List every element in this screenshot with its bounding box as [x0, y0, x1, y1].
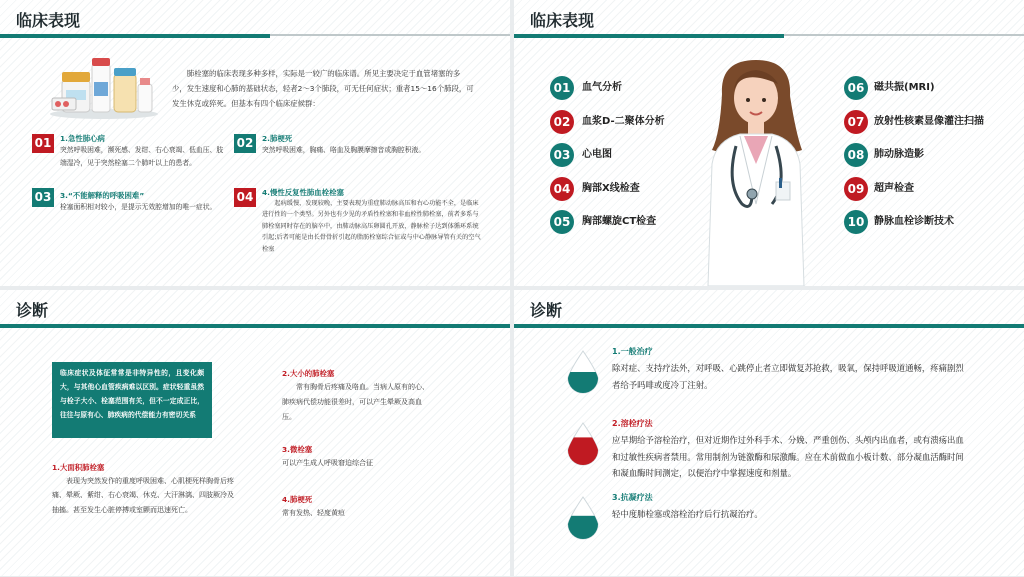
- exam-item-label: 胸部螺旋CT检查: [582, 216, 657, 227]
- page-title: 诊断: [530, 301, 563, 320]
- symptom-text-4: 起病缓慢，发现较晚，主要表现为重症肺动脉高压和右心功能不全，是临床进行性的一个类型。另外也有少见的矛盾性栓塞和非血栓性肺栓塞，前者多系与肺栓塞同时存在的脑卒中，由肺动脉高压卵圆孔开放，静脉栓子达到体循环系统引起;后者可能是由长骨骨折引起的脂肪栓塞综合征或与中心静脉导管有关的空气栓塞: [262, 200, 481, 253]
- symptom-text-1: 突然呼吸困难，濒死感、发绀、右心衰竭、低血压、肢端湿冷，见于突然栓塞二个肺叶以上的患者。: [60, 146, 224, 167]
- title-rule: [514, 34, 784, 38]
- exam-item-label: 血浆D-二聚体分析: [582, 115, 665, 127]
- exam-item-label: 静脉血栓诊断技术: [874, 216, 954, 227]
- badge-01: 01: [32, 134, 54, 153]
- droplet-icon: [566, 496, 600, 540]
- badge-02: 02: [234, 134, 256, 153]
- exam-number-badge: 10: [844, 210, 868, 234]
- slide-examinations: [514, 0, 1024, 286]
- symptom-heading-3: 3.“不能解释的呼吸困难”: [60, 191, 145, 200]
- badge-03: 03: [32, 188, 54, 207]
- slide-clinical-manifestations: [0, 0, 510, 286]
- exam-number-badge: 07: [844, 110, 868, 134]
- title-rule: [0, 324, 510, 328]
- symptom-text-3: 栓塞面积相对较小，是提示无效腔增加的唯一症状。: [60, 203, 217, 211]
- exam-item-label: 血气分析: [582, 82, 622, 93]
- doctor-illustration: [692, 54, 822, 286]
- exam-number-badge: 04: [550, 177, 574, 201]
- symptom-heading-4: 4.慢性反复性肺血栓栓塞: [262, 188, 344, 197]
- badge-04: 04: [234, 188, 256, 207]
- droplet-icon: [566, 350, 600, 394]
- diagnosis-text-4: 常有发热、轻度黄疸: [282, 509, 345, 517]
- title-rule: [514, 324, 1024, 328]
- symptom-text-2: 突然呼吸困难，胸痛、咯血及胸膜摩擦音或胸腔积液。: [262, 146, 426, 154]
- treatment-heading: 2.溶栓疗法: [612, 419, 653, 428]
- exam-number-badge: 02: [550, 110, 574, 134]
- page-title: 临床表现: [16, 11, 81, 30]
- symptom-heading-1: 1.急性肺心病: [60, 134, 105, 143]
- intro-paragraph: 肺栓塞的临床表现多种多样，实际是一较广的临床谱。所见主要决定于血管堵塞的多少，发生速度和心肺的基础状态，轻者2～3个肺段，可无任何症状；重者15～16个肺段，可发生休克或猝死。但基本有四个临床症候群：: [172, 69, 474, 108]
- exam-item-label: 肺动脉造影: [874, 149, 924, 160]
- diagnosis-heading-2: 2.大小的肺栓塞: [282, 369, 335, 378]
- exam-item-label: 放射性核素显像灌注扫描: [874, 115, 984, 127]
- exam-item-label: 胸部X线检查: [582, 182, 640, 194]
- droplet-icon: [566, 422, 600, 466]
- page-title: 临床表现: [530, 11, 595, 30]
- slide-treatment: [514, 290, 1024, 576]
- diagnosis-heading-3: 3.微栓塞: [282, 445, 313, 454]
- slide-diagnosis: [0, 290, 510, 576]
- treatment-heading: 1.一般治疗: [612, 347, 653, 356]
- medicine-bottles-image: [48, 54, 160, 120]
- title-rule-gray: [784, 34, 1024, 36]
- title-rule-gray: [270, 34, 510, 36]
- diagnosis-text-2: 常有胸骨后疼痛及咯血。当病人原有的心、肺疾病代偿功能很差时，可以产生晕厥及高血压。: [282, 383, 429, 421]
- exam-item-label: 磁共振(MRI): [874, 82, 935, 93]
- exam-number-badge: 08: [844, 143, 868, 167]
- diagnosis-heading-4: 4.肺梗死: [282, 495, 313, 504]
- exam-number-badge: 09: [844, 177, 868, 201]
- diagnosis-text-1: 表现为突然发作的重度呼吸困难、心肌梗死样胸骨后疼痛、晕厥、紫绀、右心衰竭、休克、大汗淋漓、四肢厥冷及抽搐。甚至发生心脏停搏或室颤而迅速死亡。: [52, 477, 234, 514]
- treatment-text: 轻中度肺栓塞或溶栓治疗后行抗凝治疗。: [612, 509, 763, 519]
- diagnosis-heading-1: 1.大面积肺栓塞: [52, 463, 105, 472]
- treatment-heading: 3.抗凝疗法: [612, 493, 653, 502]
- exam-number-badge: 01: [550, 76, 574, 100]
- summary-box: 临床症状及体征常常是非特异性的，且变化颇大，与其他心血管疾病难以区别。症状轻重虽然与栓子大小、栓塞范围有关，但不一定成正比，往往与原有心、肺疾病的代偿能力有密切关系: [52, 362, 212, 438]
- symptom-heading-2: 2.肺梗死: [262, 134, 293, 143]
- title-rule: [0, 34, 270, 38]
- diagnosis-text-3: 可以产生成人呼吸窘迫综合征: [282, 459, 373, 467]
- exam-item-label: 心电图: [582, 149, 612, 160]
- treatment-text: 应早期给予溶栓治疗，但对近期作过外科手术、分娩、严重创伤、头颅内出血者，或有溃疡出血和过敏性疾病者禁用。常用制剂为链激酶和尿激酶。应在术前做血小板计数、部分凝血活酶时间和凝血酶时间测定，以便治疗中掌握速度和剂量。: [612, 435, 964, 478]
- page-title: 诊断: [16, 301, 49, 320]
- exam-item-label: 超声检查: [874, 182, 914, 194]
- treatment-text: 除对症、支持疗法外，对呼吸、心跳停止者立即做复苏抢救，吸氧，保持呼吸道通畅，疼痛剧烈者给予吗啡或度冷丁注射。: [612, 363, 964, 390]
- exam-number-badge: 06: [844, 76, 868, 100]
- exam-number-badge: 03: [550, 143, 574, 167]
- exam-number-badge: 05: [550, 210, 574, 234]
